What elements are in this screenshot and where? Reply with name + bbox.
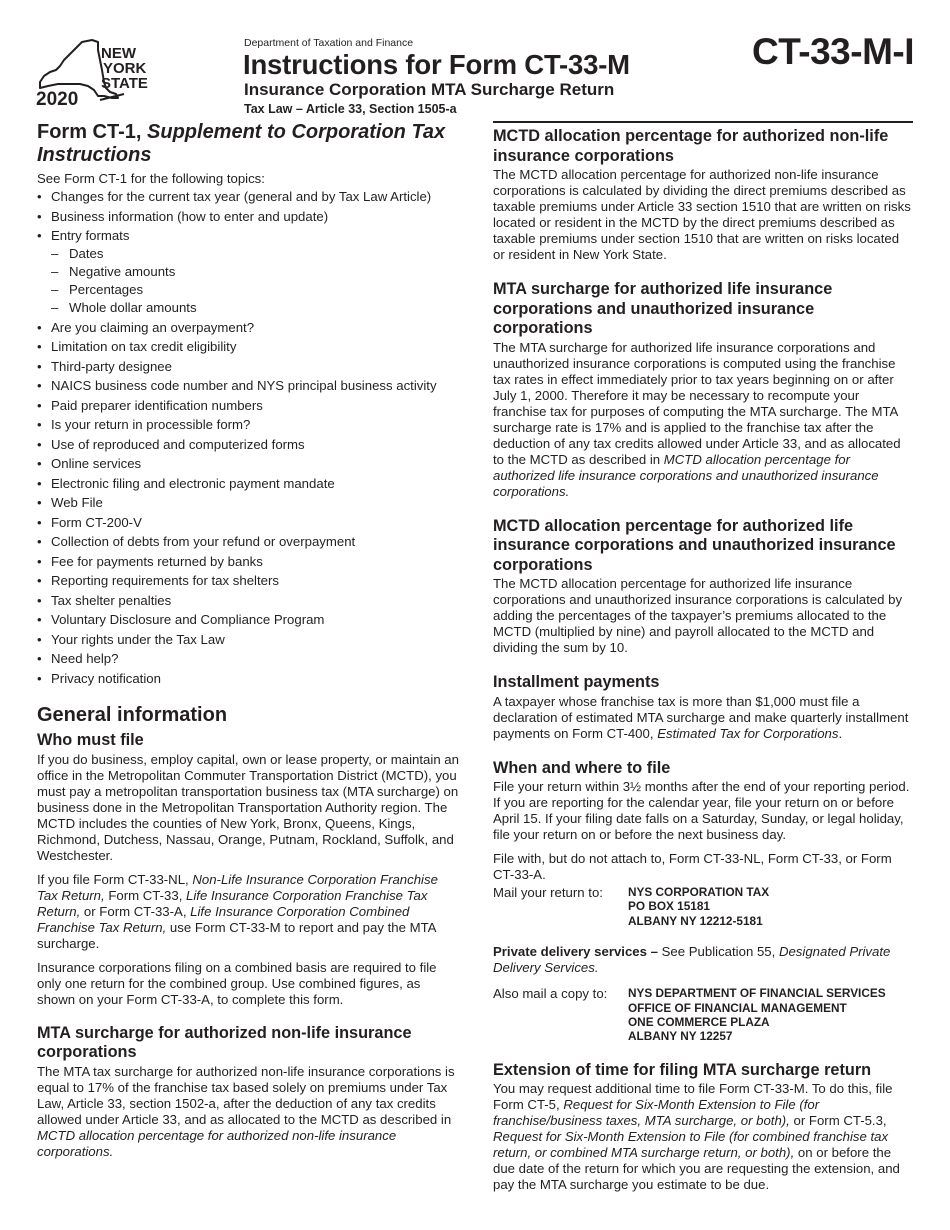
list-item: • Reporting requirements for tax shelters bbox=[37, 573, 279, 588]
mctd-nonlife-paragraph: The MCTD allocation percentage for authorized non-life insurance corporations is calculated by dividing the direct premiums described as taxable premiums under Article 33 section 1510 that are written on risks located or resident in the MCTD by the direct premiums described as taxable premiums under section 1510 that are written on risks located or resident in New York State. bbox=[493, 167, 911, 262]
list-item: • Tax shelter penalties bbox=[37, 592, 172, 608]
list-item: • Is your return in processible form? bbox=[37, 417, 251, 432]
address-line: ALBANY NY 12257 bbox=[628, 1029, 733, 1044]
mta-life-heading: MTA surcharge for authorized life insurance corporations and unauthorized insurance corporations bbox=[493, 280, 833, 337]
list-item: • Use of reproduced and computerized forms bbox=[37, 436, 305, 452]
mailing-address-block bbox=[493, 885, 913, 928]
mta-life-paragraph: The MTA surcharge for authorized life insurance corporations and unauthorized insurance corporations is computed using the franchise tax rates in effect immediately prior to tax years beginning on or after July 1, 2000. Therefore it may be necessary to recompute your franchise tax for purposes of computing the MTA surcharge. The MTA surcharge rate is 17% and is applied to the franchise tax after the deduction of any tax credits allowed under Article 33, and as allocated to the MCTD as described in MCTD allocation percentage for authorized life insurance corporations and unauthorized insurance corporations. bbox=[493, 339, 901, 499]
installment-payments-paragraph: A taxpayer whose franchise tax is more than $1,000 must file a declaration of estimated MTA surcharge and make quarterly installment payments on Form CT-400, Estimated Tax for Corporations. bbox=[493, 693, 909, 741]
extension-paragraph: You may request additional time to file Form CT-33-M. To do this, file Form CT-5, Request for Six-Month Extension to File (for franchise/business taxes, MTA surcharge, or both), or Form CT-5.3, Request for Six-Month Extension to File (for combined franchise tax return, or combined MTA surcharge return, or both), on or before the due date of the return for which you are requesting the extension, and pay the MTA surcharge you estimate to be due. bbox=[493, 1081, 900, 1193]
sub-list-item: – Percentages bbox=[51, 282, 144, 297]
address-line: PO BOX 15181 bbox=[628, 899, 710, 914]
nonlife-surcharge-heading: MTA surcharge for authorized non-life insurance corporations bbox=[37, 1023, 412, 1061]
list-item: • Fee for payments returned by banks bbox=[37, 553, 263, 569]
logo-year: 2020 bbox=[36, 89, 79, 108]
nys-logo bbox=[34, 36, 154, 108]
list-item: • Are you claiming an overpayment? bbox=[37, 319, 255, 335]
list-item: • Business information (how to enter and update) bbox=[37, 208, 329, 224]
entry-formats-sublist bbox=[51, 246, 462, 316]
address-line: ONE COMMERCE PLAZA bbox=[628, 1015, 770, 1030]
list-item: • Web File bbox=[37, 495, 103, 510]
copy-address-block bbox=[493, 986, 913, 1044]
mctd-life-heading: MCTD allocation percentage for authorized life insurance corporations and unauthorized insurance corporations bbox=[493, 516, 896, 574]
file-with-paragraph: File with, but do not attach to, Form CT-33-NL, Form CT-33, or Form CT-33-A. bbox=[493, 851, 892, 882]
when-where-paragraph: File your return within 3½ months after the end of your reporting period. If you are reporting for the calendar year, file your return on or before April 15. If your filing date falls on a Saturday, Sunday, or legal holiday, file your return on or before the next business day. bbox=[493, 779, 910, 842]
ct1-topic-list bbox=[37, 189, 462, 687]
mail-return-label: Mail your return to: bbox=[493, 885, 603, 900]
ct1-intro: See Form CT-1 for the following topics: bbox=[37, 171, 265, 186]
form-code: CT-33-M-I bbox=[752, 31, 914, 72]
mailing-address bbox=[628, 885, 769, 928]
extension-heading: Extension of time for filing MTA surcharge return bbox=[493, 1060, 872, 1079]
when-where-heading: When and where to file bbox=[493, 758, 671, 777]
ct1-heading: Form CT-1, Supplement to Corporation Tax Instructions bbox=[37, 121, 446, 166]
page-title: Instructions for Form CT-33-M bbox=[243, 49, 630, 80]
list-item: • Collection of debts from your refund or overpayment bbox=[37, 534, 356, 549]
copy-address bbox=[628, 986, 886, 1044]
right-column bbox=[493, 121, 913, 1193]
list-item: • Privacy notification bbox=[37, 670, 161, 686]
list-item: • Your rights under the Tax Law bbox=[37, 631, 225, 647]
mctd-life-paragraph: The MCTD allocation percentage for authorized life insurance corporations and unauthorized insurance corporations is calculated by adding the percentages of the taxpayer’s premiums allocated to the MCTD (multiplied by nine) and payroll allocated to the MCTD and dividing the sum by 10. bbox=[493, 576, 903, 655]
general-information-heading: General information bbox=[37, 704, 228, 726]
left-column bbox=[37, 121, 462, 1160]
sub-list-item: – Dates bbox=[51, 246, 104, 261]
sub-list-item: – Whole dollar amounts bbox=[51, 300, 197, 315]
address-line: OFFICE OF FINANCIAL MANAGEMENT bbox=[628, 1000, 847, 1015]
address-line: ALBANY NY 12212-5181 bbox=[628, 913, 763, 928]
list-item: • Entry formats – Dates – Negative amounts – Percentages – Whole dollar amounts bbox=[37, 228, 462, 316]
who-must-file-forms-paragraph: If you file Form CT-33-NL, Non-Life Insurance Corporation Franchise Tax Return, Form CT-33, Life Insurance Corporation Franchise Tax Return, or Form CT-33-A, Life Insurance Corporation Combined Franchise Tax Return, use Form CT-33-M to report and pay the MTA surcharge. bbox=[37, 871, 438, 951]
list-item: • Electronic filing and electronic payment mandate bbox=[37, 475, 335, 491]
sub-list-item: – Negative amounts bbox=[51, 264, 176, 279]
list-item: • Paid preparer identification numbers bbox=[37, 397, 263, 413]
who-must-file-heading: Who must file bbox=[37, 731, 144, 749]
tax-law-reference: Tax Law – Article 33, Section 1505-a bbox=[244, 102, 457, 116]
ny-state-outline-icon bbox=[34, 36, 154, 108]
department-name: Department of Taxation and Finance bbox=[244, 37, 414, 49]
list-item: • Changes for the current tax year (general and by Tax Law Article) bbox=[37, 189, 432, 204]
logo-state-line: NEW bbox=[101, 45, 136, 62]
installment-payments-heading: Installment payments bbox=[493, 673, 660, 691]
private-delivery-paragraph: Private delivery services – See Publication 55, Designated Private Delivery Services. bbox=[493, 944, 891, 976]
list-item: • Voluntary Disclosure and Compliance Program bbox=[37, 612, 325, 627]
list-item: • Form CT-200-V bbox=[37, 514, 142, 530]
mctd-nonlife-heading: MCTD allocation percentage for authorized non-life insurance corporations bbox=[493, 127, 889, 165]
who-must-file-paragraph: If you do business, employ capital, own or lease property, or maintain an office in the Metropolitan Commuter Transportation District (MCTD), you must pay a metropolitan transportation business tax (MTA surcharge) on business done in the Metropolitan Transportation Authority region. The MCTD includes the counties of New York, Bronx, Queens, Kings, Richmond, Dutchess, Nassau, Orange, Putnam, Rockland, Suffolk, and Westchester. bbox=[37, 751, 459, 863]
address-line: NYS DEPARTMENT OF FINANCIAL SERVICES bbox=[628, 986, 886, 1001]
nonlife-surcharge-paragraph: The MTA tax surcharge for authorized non-life insurance corporations is equal to 17% of the franchise tax based solely on premiums under Tax Law, Article 33, section 1502-a, after the deduction of any tax credits allowed under Article 33, and as allocated to the MCTD as described in MCTD allocation percentage for authorized non-life insurance corporations. bbox=[37, 1063, 455, 1159]
mail-copy-label: Also mail a copy to: bbox=[493, 986, 608, 1002]
list-item: • Third-party designee bbox=[37, 358, 172, 374]
list-item: • Need help? bbox=[37, 651, 119, 666]
list-item: • Limitation on tax credit eligibility bbox=[37, 339, 237, 354]
address-line: NYS CORPORATION TAX bbox=[628, 885, 770, 899]
list-item: • NAICS business code number and NYS principal business activity bbox=[37, 378, 437, 393]
list-item: • Online services bbox=[37, 456, 142, 471]
combined-basis-paragraph: Insurance corporations filing on a combined basis are required to file only one return for the combined group. Use combined figures, as shown on your Form CT-33-A, to complete this form. bbox=[37, 959, 437, 1007]
logo-state-line: STATE bbox=[101, 75, 148, 92]
page-subtitle: Insurance Corporation MTA Surcharge Return bbox=[244, 80, 615, 99]
logo-state-line: YORK bbox=[103, 60, 147, 77]
